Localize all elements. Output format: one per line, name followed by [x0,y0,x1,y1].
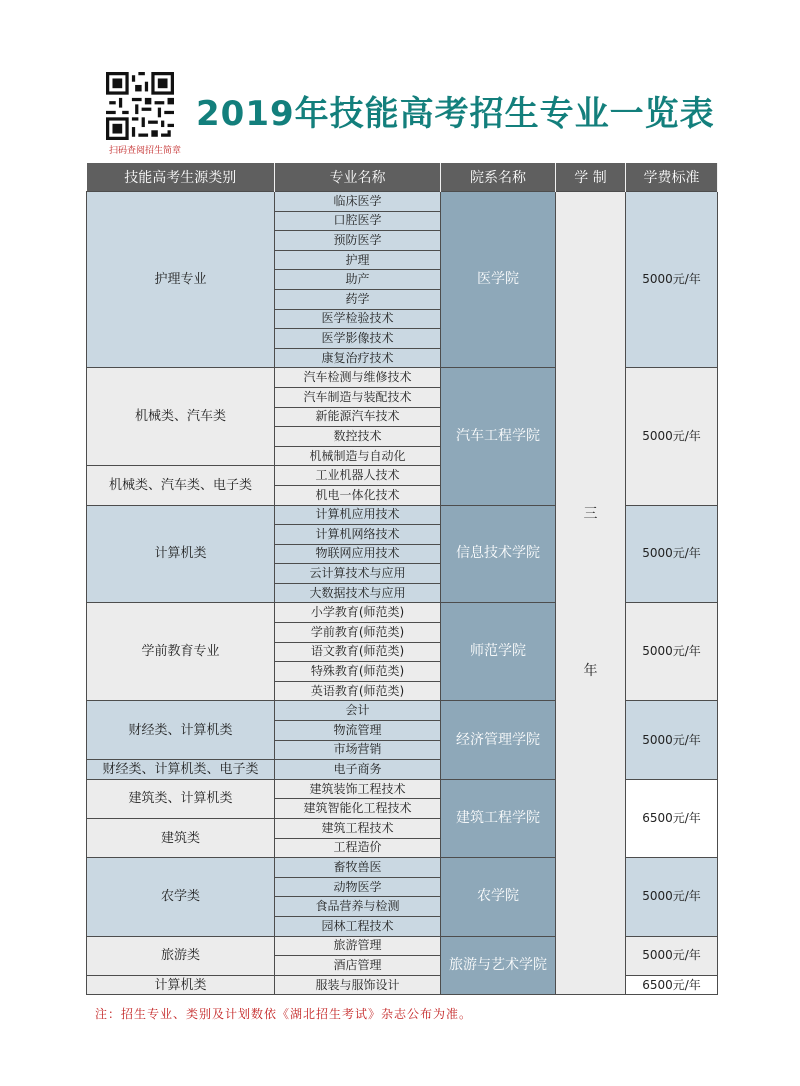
qr-caption: 扫码查阅招生简章 [108,146,181,156]
major-cell: 临床医学 [275,192,441,212]
duration-char: 三 [583,506,598,523]
category-cell: 学前教育专业 [87,603,275,701]
major-cell: 康复治疗技术 [275,348,441,368]
major-cell: 口腔医学 [275,211,441,231]
major-cell: 畜牧兽医 [275,858,441,878]
department-cell: 汽车工程学院 [441,368,556,505]
duration-char: 年 [583,663,598,680]
fee-cell: 6500元/年 [626,975,718,995]
major-cell: 动物医学 [275,877,441,897]
fee-cell: 5000元/年 [626,505,718,603]
major-cell: 工程造价 [275,838,441,858]
major-cell: 旅游管理 [275,936,441,956]
major-cell: 机电一体化技术 [275,485,441,505]
category-cell: 机械类、汽车类 [87,368,275,466]
page-title: 2019年技能高考招生专业一览表 [196,94,715,134]
major-cell: 大数据技术与应用 [275,583,441,603]
major-cell: 食品营养与检测 [275,897,441,917]
major-cell: 酒店管理 [275,956,441,976]
department-cell: 建筑工程学院 [441,779,556,857]
major-cell: 特殊教育(师范类) [275,662,441,682]
major-cell: 医学影像技术 [275,329,441,349]
category-cell: 建筑类 [87,819,275,858]
category-cell: 旅游类 [87,936,275,975]
category-cell: 护理专业 [87,192,275,368]
major-cell: 医学检验技术 [275,309,441,329]
duration-cell [556,192,626,995]
fee-cell: 5000元/年 [626,858,718,936]
major-cell: 汽车制造与装配技术 [275,387,441,407]
major-cell: 建筑工程技术 [275,819,441,839]
major-cell: 预防医学 [275,231,441,251]
major-cell: 物联网应用技术 [275,544,441,564]
major-cell: 学前教育(师范类) [275,623,441,643]
major-cell: 数控技术 [275,427,441,447]
major-cell: 会计 [275,701,441,721]
column-header: 技能高考生源类别 [87,163,275,192]
category-cell: 计算机类 [87,505,275,603]
category-cell: 建筑类、计算机类 [87,779,275,818]
major-cell: 建筑装饰工程技术 [275,779,441,799]
table-header-row [87,163,718,192]
major-cell: 汽车检测与维修技术 [275,368,441,388]
table-body [87,192,718,995]
fee-cell: 6500元/年 [626,779,718,857]
majors-table [86,163,718,995]
qr-code [106,72,174,140]
column-header: 学 制 [556,163,626,192]
major-cell: 物流管理 [275,721,441,741]
fee-cell: 5000元/年 [626,936,718,975]
department-cell: 旅游与艺术学院 [441,936,556,995]
major-cell: 电子商务 [275,760,441,780]
major-cell: 建筑智能化工程技术 [275,799,441,819]
major-cell: 市场营销 [275,740,441,760]
department-cell: 经济管理学院 [441,701,556,779]
major-cell: 计算机网络技术 [275,525,441,545]
category-cell: 机械类、汽车类、电子类 [87,466,275,505]
major-cell: 药学 [275,289,441,309]
category-cell: 财经类、计算机类 [87,701,275,760]
department-cell: 信息技术学院 [441,505,556,603]
fee-cell: 5000元/年 [626,192,718,368]
fee-cell: 5000元/年 [626,603,718,701]
category-cell: 财经类、计算机类、电子类 [87,760,275,780]
major-cell: 园林工程技术 [275,916,441,936]
major-cell: 云计算技术与应用 [275,564,441,584]
major-cell: 护理 [275,250,441,270]
fee-cell: 5000元/年 [626,701,718,779]
category-cell: 农学类 [87,858,275,936]
table-row [87,192,718,212]
department-cell: 医学院 [441,192,556,368]
major-cell: 计算机应用技术 [275,505,441,525]
column-header: 院系名称 [441,163,556,192]
major-cell: 机械制造与自动化 [275,446,441,466]
column-header: 专业名称 [275,163,441,192]
department-cell: 师范学院 [441,603,556,701]
category-cell: 计算机类 [87,975,275,995]
major-cell: 小学教育(师范类) [275,603,441,623]
major-cell: 工业机器人技术 [275,466,441,486]
major-cell: 助产 [275,270,441,290]
major-cell: 新能源汽车技术 [275,407,441,427]
department-cell: 农学院 [441,858,556,936]
major-cell: 语文教育(师范类) [275,642,441,662]
footnote: 注：招生专业、类别及计划数依《湖北招生考试》杂志公布为准。 [95,1007,473,1021]
fee-cell: 5000元/年 [626,368,718,505]
column-header: 学费标准 [626,163,718,192]
major-cell: 服装与服饰设计 [275,975,441,995]
major-cell: 英语教育(师范类) [275,681,441,701]
